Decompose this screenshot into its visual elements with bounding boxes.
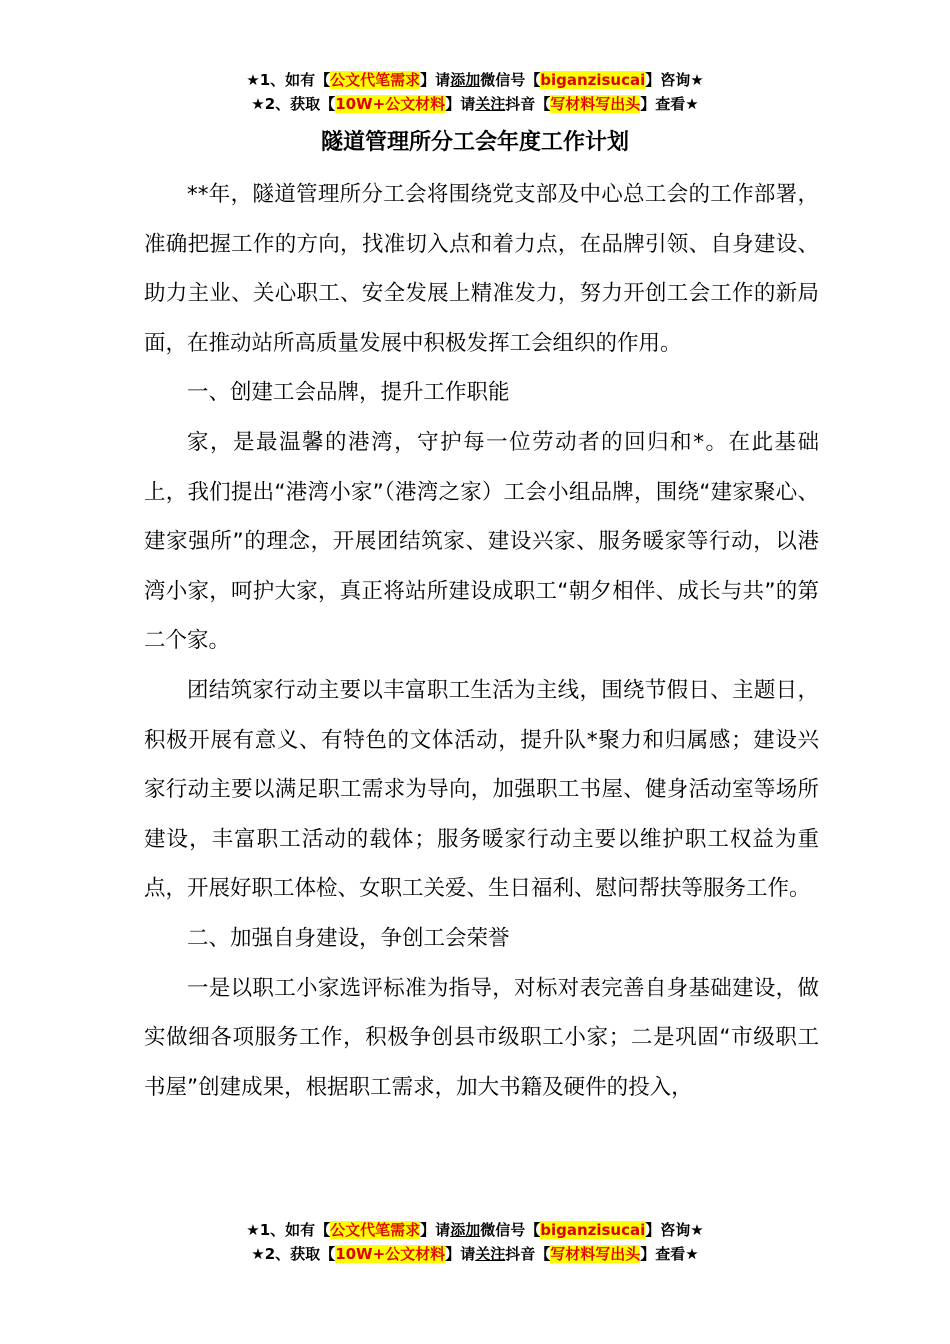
highlight-text: 公文代笔需求 [330,71,421,89]
document-body [144,170,819,1112]
banner-text: 抖音【 [505,95,551,113]
section-heading-2: 二、加强自身建设，争创工会荣誉 [187,925,510,951]
banner-text: 】咨询★ [645,1221,704,1239]
highlight-text: 写材料写出头 [550,95,641,113]
banner-line-1 [0,1218,950,1242]
paragraph: 团结筑家行动主要以丰富职工生活为主线，围绕节假日、主题日，积极开展有意义、有特色的文体活动，提升队*聚力和归属感；建设兴家行动主要以满足职工需求为导向，加强职工书屋、健身活动室等场所建设，丰富职工活动的载体；服务暖家行动主要以维护职工权益为重点，开展好职工体检、女职工关爱、生日福利、慰问帮扶等服务工作。 [144,677,819,902]
banner-text: 抖音【 [505,1245,551,1263]
banner-line-2 [0,92,950,116]
banner-text: 】咨询★ [645,71,704,89]
banner-text: 微信号【 [480,1221,541,1239]
banner-line-2 [0,1242,950,1266]
header-banner [0,68,950,116]
highlight-text: 写材料写出头 [550,1245,641,1263]
banner-text: 微信号【 [480,71,541,89]
highlight-text: biganzisucai [540,1221,646,1239]
banner-line-1 [0,68,950,92]
banner-text: 】查看★ [640,95,699,113]
underlined-text: 添加 [450,71,481,89]
highlight-text: 10W+公文材料 [335,95,446,113]
footer-banner [0,1218,950,1266]
banner-text: 】请 [445,1245,476,1263]
banner-text: 】请 [420,71,451,89]
banner-text: ★1、如有【 [246,71,331,89]
paragraph: 一是以职工小家选评标准为指导，对标对表完善自身基础建设，做实做细各项服务工作，积极争创县市级职工小家；二是巩固“市级职工书屋”创建成果，根据职工需求，加大书籍及硬件的投入， [144,975,819,1100]
banner-text: ★2、获取【 [251,1245,336,1263]
banner-text: 】查看★ [640,1245,699,1263]
underlined-text: 添加 [450,1221,481,1239]
section-heading-1: 一、创建工会品牌，提升工作职能 [187,380,510,406]
highlight-text: 公文代笔需求 [330,1221,421,1239]
highlight-text: 10W+公文材料 [335,1245,446,1263]
underlined-text: 关注 [475,1245,506,1263]
banner-text: 】请 [445,95,476,113]
underlined-text: 关注 [475,95,506,113]
paragraph-intro: **年，隧道管理所分工会将围绕党支部及中心总工会的工作部署，准确把握工作的方向，找准切入点和着力点，在品牌引领、自身建设、助力主业、关心职工、安全发展上精准发力，努力开创工会工作的新局面，在推动站所高质量发展中积极发挥工会组织的作用。 [144,182,819,356]
paragraph: 家，是最温馨的港湾，守护每一位劳动者的回归和*。在此基础上，我们提出“港湾小家”（港湾之家）工会小组品牌，围绕“建家聚心、建家强所”的理念，开展团结筑家、建设兴家、服务暖家等行动，以港湾小家，呵护大家，真正将站所建设成职工“朝夕相伴、成长与共”的第二个家。 [144,429,819,654]
banner-text: ★1、如有【 [246,1221,331,1239]
banner-text: 】请 [420,1221,451,1239]
banner-text: ★2、获取【 [251,95,336,113]
highlight-text: biganzisucai [540,71,646,89]
document-title: 隧道管理所分工会年度工作计划 [320,130,629,155]
